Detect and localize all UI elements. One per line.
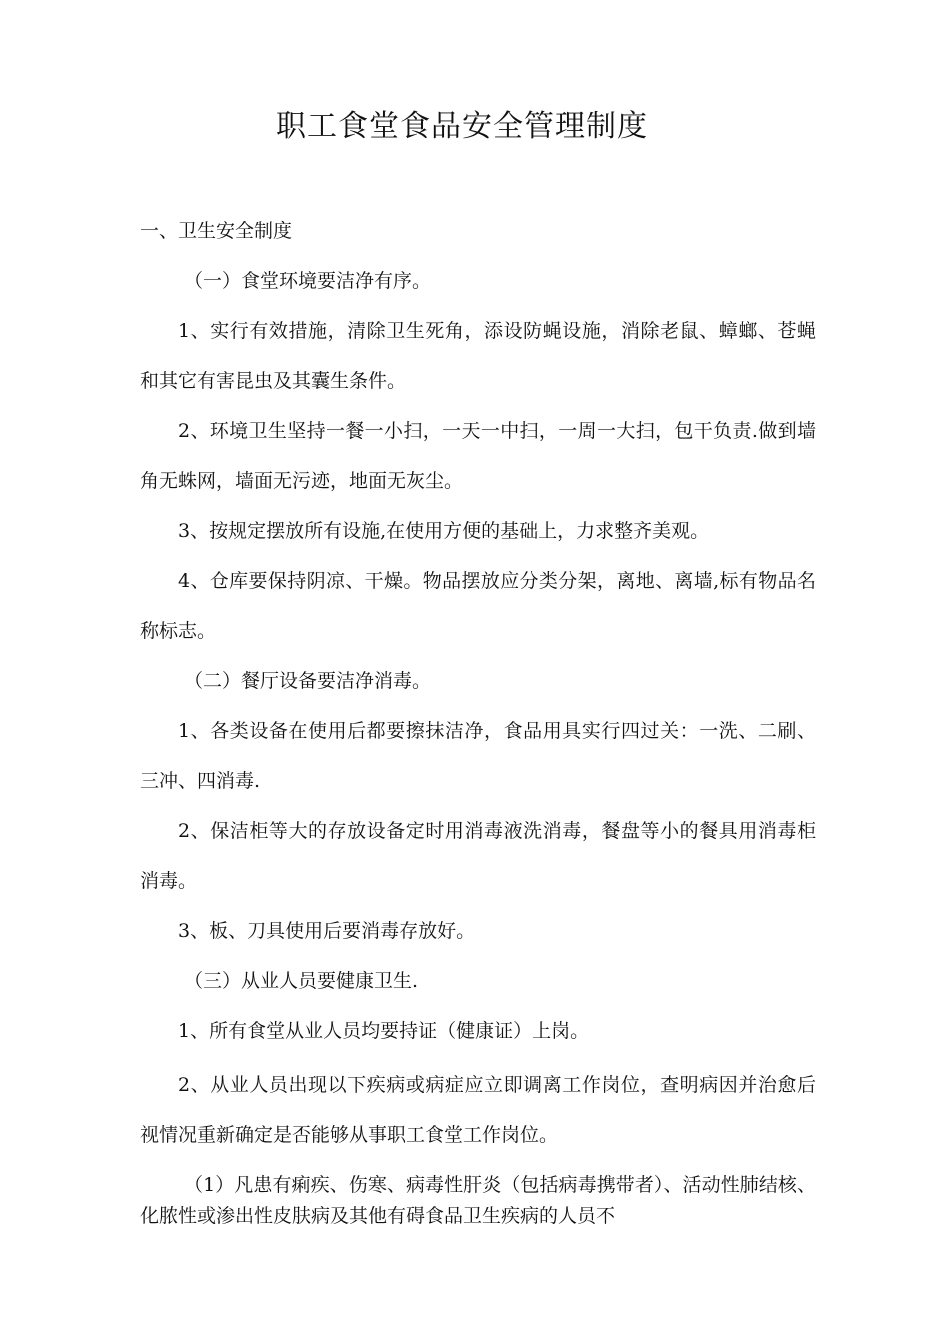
document-title: 职工食堂食品安全管理制度	[276, 109, 648, 144]
paragraph: 3、按规定摆放所有设施,在使用方便的基础上，力求整齐美观。	[178, 520, 710, 542]
list-item: （1）凡患有痢疾、伤寒、病毒性肝炎（包括病毒携带者）、活动性肺结核、化脓性或渗出性皮肤病及其他有碍食品卫生疾病的人员不	[140, 1174, 816, 1227]
subsection-heading: （一）食堂环境要洁净有序。	[184, 270, 432, 292]
paragraph: 1、实行有效措施，清除卫生死角，添设防蝇设施，消除老鼠、蟑螂、苍蝇和其它有害昆虫及其囊生条件。	[140, 320, 816, 392]
paragraph: 2、从业人员出现以下疾病或病症应立即调离工作岗位，查明病因并治愈后视情况重新确定是否能够从事职工食堂工作岗位。	[140, 1074, 816, 1146]
paragraph: 2、环境卫生坚持一餐一小扫，一天一中扫，一周一大扫，包干负责.做到墙角无蛛网，墙面无污迹，地面无灰尘。	[140, 420, 816, 492]
subsection-heading: （二）餐厅设备要洁净消毒。	[184, 670, 432, 692]
paragraph: 1、所有食堂从业人员均要持证（健康证）上岗。	[178, 1020, 590, 1042]
paragraph: 4、仓库要保持阴凉、干燥。物品摆放应分类分架，离地、离墙,标有物品名称标志。	[140, 570, 816, 642]
paragraph: 2、保洁柜等大的存放设备定时用消毒液洗消毒，餐盘等小的餐具用消毒柜消毒。	[140, 820, 816, 892]
subsection-heading: （三）从业人员要健康卫生.	[184, 970, 419, 992]
paragraph: 1、各类设备在使用后都要擦抹洁净，食品用具实行四过关：一洗、二刷、三冲、四消毒.	[140, 720, 816, 792]
paragraph: 3、板、刀具使用后要消毒存放好。	[178, 920, 476, 942]
document-body	[140, 206, 816, 1232]
section-heading: 一、卫生安全制度	[140, 220, 293, 242]
